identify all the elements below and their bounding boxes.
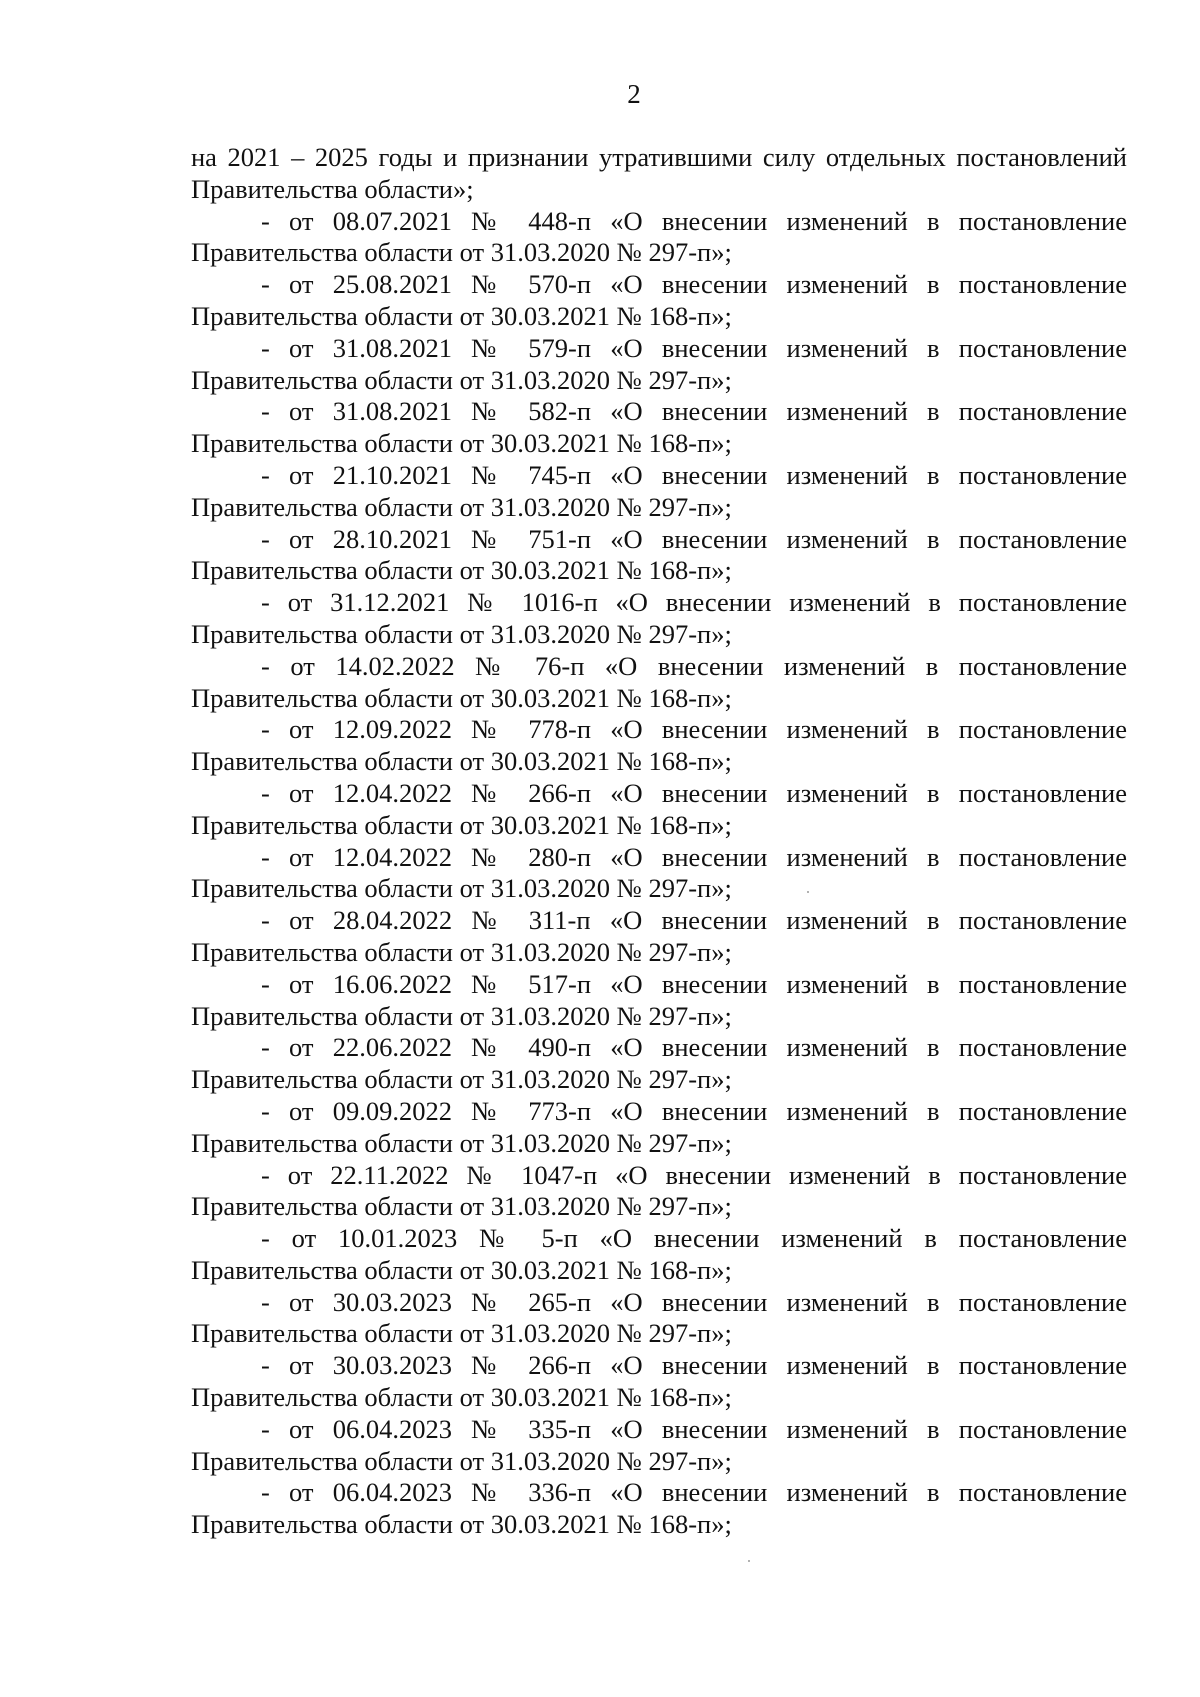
resolution-item: [191, 969, 1127, 1033]
resolution-item-line-2: Правительства области от 30.03.2021 № 168-п»;: [191, 1382, 732, 1413]
resolution-item-line-2: Правительства области от 30.03.2021 № 168-п»;: [191, 1254, 732, 1285]
resolution-item: [191, 1032, 1127, 1096]
resolution-item-line-2: Правительства области от 30.03.2021 № 168-п»;: [191, 1509, 732, 1540]
resolution-item-line-2: Правительства области от 31.03.2020 № 297-п»;: [191, 1191, 732, 1222]
resolution-item-line-2: Правительства области от 31.03.2020 № 297-п»;: [191, 491, 732, 522]
resolution-item-line-1: - от 31.08.2021 № 582-п «О внесении изменений в постановление: [261, 396, 1127, 427]
resolution-item-line-1: - от 21.10.2021 № 745-п «О внесении изменений в постановление: [261, 459, 1127, 490]
resolution-item: [191, 1287, 1127, 1351]
resolution-item-line-1: - от 25.08.2021 № 570-п «О внесении изменений в постановление: [261, 269, 1127, 300]
scan-speck: [748, 1560, 750, 1562]
resolution-item-line-2: Правительства области от 30.03.2021 № 168-п»;: [191, 428, 732, 459]
resolution-item-line-1: - от 28.04.2022 № 311-п «О внесении изменений в постановление: [261, 905, 1127, 936]
resolution-item-line-2: Правительства области от 31.03.2020 № 297-п»;: [191, 1000, 732, 1031]
resolution-item: [191, 651, 1127, 715]
resolution-item-line-2: Правительства области от 31.03.2020 № 297-п»;: [191, 1445, 732, 1476]
resolution-item-line-1: - от 30.03.2023 № 265-п «О внесении изменений в постановление: [261, 1286, 1127, 1317]
resolution-item: [191, 396, 1127, 460]
resolution-item-line-2: Правительства области от 30.03.2021 № 168-п»;: [191, 809, 732, 840]
resolution-item-line-1: - от 12.04.2022 № 280-п «О внесении изменений в постановление: [261, 841, 1127, 872]
resolution-item: [191, 333, 1127, 397]
resolution-item: [191, 1160, 1127, 1224]
resolution-item: [191, 714, 1127, 778]
resolution-item: [191, 905, 1127, 969]
resolution-list: [191, 206, 1127, 1541]
resolution-item-line-2: Правительства области от 30.03.2021 № 168-п»;: [191, 300, 732, 331]
resolution-item: [191, 1414, 1127, 1478]
intro-line-1: на 2021 – 2025 годы и признании утратившими силу отдельных постановлений: [191, 142, 1127, 172]
resolution-item-line-2: Правительства области от 31.03.2020 № 297-п»;: [191, 873, 732, 904]
resolution-item-line-1: - от 10.01.2023 № 5-п «О внесении изменений в постановление: [261, 1223, 1127, 1254]
resolution-item-line-2: Правительства области от 31.03.2020 № 297-п»;: [191, 1064, 732, 1095]
document-body: [191, 142, 1127, 1541]
resolution-item: [191, 524, 1127, 588]
resolution-item: [191, 778, 1127, 842]
resolution-item: [191, 269, 1127, 333]
resolution-item: [191, 842, 1127, 906]
resolution-item-line-1: - от 31.08.2021 № 579-п «О внесении изменений в постановление: [261, 332, 1127, 363]
resolution-item-line-2: Правительства области от 31.03.2020 № 297-п»;: [191, 364, 732, 395]
resolution-item: [191, 1350, 1127, 1414]
resolution-item-line-2: Правительства области от 31.03.2020 № 297-п»;: [191, 1127, 732, 1158]
resolution-item-line-2: Правительства области от 30.03.2021 № 168-п»;: [191, 555, 732, 586]
resolution-item-line-1: - от 14.02.2022 № 76-п «О внесении изменений в постановление: [261, 650, 1127, 681]
resolution-item-line-1: - от 08.07.2021 № 448-п «О внесении изменений в постановление: [261, 205, 1127, 236]
resolution-item: [191, 460, 1127, 524]
resolution-item-line-1: - от 06.04.2023 № 336-п «О внесении изменений в постановление: [261, 1477, 1127, 1508]
resolution-item-line-1: - от 09.09.2022 № 773-п «О внесении изменений в постановление: [261, 1095, 1127, 1126]
resolution-item-line-2: Правительства области от 30.03.2021 № 168-п»;: [191, 682, 732, 713]
resolution-item-line-1: - от 06.04.2023 № 335-п «О внесении изменений в постановление: [261, 1413, 1127, 1444]
page-number: 2: [627, 79, 641, 109]
scan-speck: [807, 891, 809, 893]
resolution-item: [191, 1096, 1127, 1160]
resolution-item-line-2: Правительства области от 30.03.2021 № 168-п»;: [191, 746, 732, 777]
resolution-item: [191, 1477, 1127, 1541]
resolution-item-line-1: - от 30.03.2023 № 266-п «О внесении изменений в постановление: [261, 1350, 1127, 1381]
resolution-item-line-2: Правительства области от 31.03.2020 № 297-п»;: [191, 237, 732, 268]
resolution-item-line-2: Правительства области от 31.03.2020 № 297-п»;: [191, 936, 732, 967]
resolution-item-line-1: - от 16.06.2022 № 517-п «О внесении изменений в постановление: [261, 968, 1127, 999]
resolution-item-line-1: - от 28.10.2021 № 751-п «О внесении изменений в постановление: [261, 523, 1127, 554]
resolution-item-line-2: Правительства области от 31.03.2020 № 297-п»;: [191, 1318, 732, 1349]
resolution-item-line-1: - от 22.11.2022 № 1047-п «О внесении изменений в постановление: [261, 1159, 1127, 1190]
resolution-item: [191, 206, 1127, 270]
resolution-item: [191, 1223, 1127, 1287]
resolution-item: [191, 587, 1127, 651]
resolution-item-line-2: Правительства области от 31.03.2020 № 297-п»;: [191, 618, 732, 649]
resolution-item-line-1: - от 12.04.2022 № 266-п «О внесении изменений в постановление: [261, 777, 1127, 808]
resolution-item-line-1: - от 31.12.2021 № 1016-п «О внесении изменений в постановление: [261, 587, 1127, 618]
resolution-item-line-1: - от 22.06.2022 № 490-п «О внесении изменений в постановление: [261, 1032, 1127, 1063]
resolution-item-line-1: - от 12.09.2022 № 778-п «О внесении изменений в постановление: [261, 714, 1127, 745]
intro-line-2: Правительства области»;: [191, 173, 474, 204]
